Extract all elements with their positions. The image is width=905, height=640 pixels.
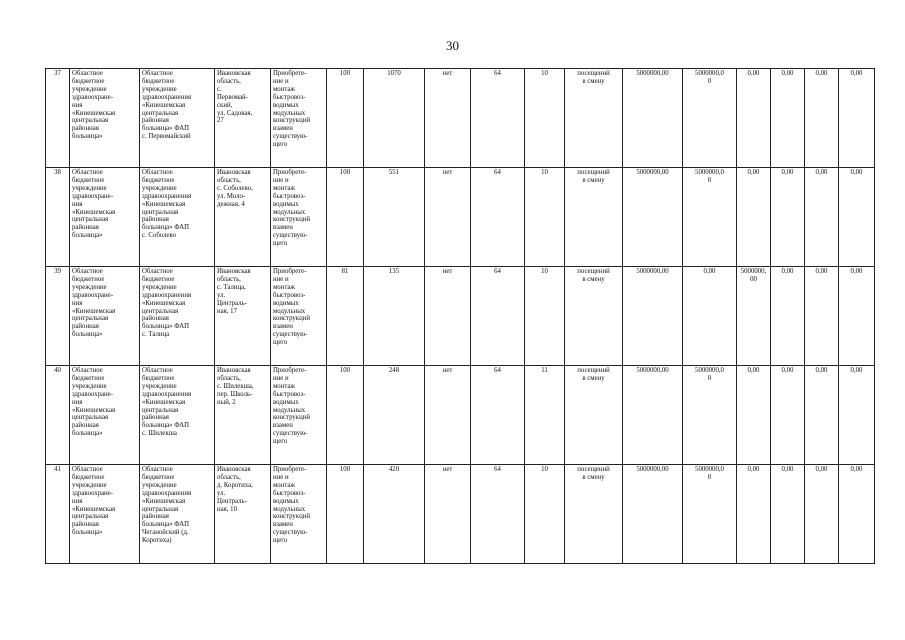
work-type-cell: Приобрете- ние и монтаж быстровоз- водимых модульных конструкций взамен существую- щего bbox=[271, 267, 327, 366]
value-cell: 420 bbox=[364, 465, 425, 564]
object-cell: Областное бюджетное учреждение здравоохранения «Кинешемская центральная районная больница» ФАП с. Первомайский bbox=[140, 69, 215, 168]
work-type-cell: Приобрете- ние и монтаж быстровоз- водимых модульных конструкций взамен существую- щего bbox=[271, 69, 327, 168]
amount-cell: 0,00 bbox=[839, 69, 875, 168]
address-cell: Ивановская область, с. Шилекша, пер. Школь- ный, 2 bbox=[215, 366, 271, 465]
amount-cell: 0,00 bbox=[771, 465, 805, 564]
value-cell: 64 bbox=[471, 465, 525, 564]
table-row bbox=[46, 267, 875, 366]
amount-cell: 0,00 bbox=[805, 366, 839, 465]
row-number: 39 bbox=[46, 267, 70, 366]
amount-cell: 0,00 bbox=[805, 465, 839, 564]
address-cell: Ивановская область, с. Талица, ул. Централь- ная, 17 bbox=[215, 267, 271, 366]
amount-cell: 0,00 bbox=[771, 69, 805, 168]
value-cell: 10 bbox=[525, 168, 565, 267]
value-cell: 10 bbox=[525, 465, 565, 564]
row-number: 37 bbox=[46, 69, 70, 168]
value-cell: нет bbox=[425, 366, 471, 465]
value-cell: 100 bbox=[327, 168, 364, 267]
amount-cell: 0,00 bbox=[771, 168, 805, 267]
owner-cell: Областное бюджетное учреждение здравоохране- ния «Кинешемская центральная районная больница» bbox=[70, 465, 140, 564]
value-cell: 100 bbox=[327, 465, 364, 564]
value-cell: 248 bbox=[364, 366, 425, 465]
amount-cell: 0,00 bbox=[839, 465, 875, 564]
value-cell: 10 bbox=[525, 69, 565, 168]
address-cell: Ивановская область, д. Коротиха, ул. Централь- ная, 10 bbox=[215, 465, 271, 564]
object-cell: Областное бюджетное учреждение здравоохранения «Кинешемская центральная районная больница» ФАП с. Шилекша bbox=[140, 366, 215, 465]
row-number: 41 bbox=[46, 465, 70, 564]
value-cell: 64 bbox=[471, 267, 525, 366]
amount-cell: 0,00 bbox=[771, 366, 805, 465]
address-cell: Ивановская область, с. Соболево, ул. Моло- дежная, 4 bbox=[215, 168, 271, 267]
value-cell: 135 bbox=[364, 267, 425, 366]
unit-cell: посещений в смену bbox=[565, 69, 623, 168]
owner-cell: Областное бюджетное учреждение здравоохране- ния «Кинешемская центральная районная больница» bbox=[70, 366, 140, 465]
amount-cell: 0,00 bbox=[805, 69, 839, 168]
unit-cell: посещений в смену bbox=[565, 465, 623, 564]
work-type-cell: Приобрете- ние и монтаж быстровоз- водимых модульных конструкций взамен существую- щего bbox=[271, 465, 327, 564]
amount-cell: 5000000,00 bbox=[623, 465, 683, 564]
value-cell: 64 bbox=[471, 69, 525, 168]
value-cell: 100 bbox=[327, 69, 364, 168]
unit-cell: посещений в смену bbox=[565, 168, 623, 267]
work-type-cell: Приобрете- ние и монтаж быстровоз- водимых модульных конструкций взамен существую- щего bbox=[271, 168, 327, 267]
owner-cell: Областное бюджетное учреждение здравоохране- ния «Кинешемская центральная районная больница» bbox=[70, 168, 140, 267]
object-cell: Областное бюджетное учреждение здравоохранения «Кинешемская центральная районная больница» ФАП Чеганойский (д. Коротиха) bbox=[140, 465, 215, 564]
amount-cell: 0,00 bbox=[839, 267, 875, 366]
work-type-cell: Приобрете- ние и монтаж быстровоз- водимых модульных конструкций взамен существую- щего bbox=[271, 366, 327, 465]
row-number: 40 bbox=[46, 366, 70, 465]
value-cell: нет bbox=[425, 465, 471, 564]
amount-cell: 5000000,00 bbox=[623, 366, 683, 465]
amount-cell: 5000000,0 0 bbox=[683, 465, 737, 564]
address-cell: Ивановская область, с. Первомай- ский, ул. Садовая, 27 bbox=[215, 69, 271, 168]
amount-cell: 5000000,0 0 bbox=[683, 69, 737, 168]
owner-cell: Областное бюджетное учреждение здравоохране- ния «Кинешемская центральная районная больница» bbox=[70, 69, 140, 168]
amount-cell: 0,00 bbox=[683, 267, 737, 366]
amount-cell: 0,00 bbox=[805, 267, 839, 366]
amount-cell: 5000000,00 bbox=[623, 69, 683, 168]
amount-cell: 5000000,00 bbox=[623, 168, 683, 267]
value-cell: 100 bbox=[327, 366, 364, 465]
amount-cell: 5000000,0 0 bbox=[683, 168, 737, 267]
object-cell: Областное бюджетное учреждение здравоохранения «Кинешемская центральная районная больница» ФАП с. Соболево bbox=[140, 168, 215, 267]
row-number: 38 bbox=[46, 168, 70, 267]
amount-cell: 0,00 bbox=[737, 69, 771, 168]
value-cell: 10 bbox=[525, 267, 565, 366]
value-cell: 64 bbox=[471, 168, 525, 267]
object-cell: Областное бюджетное учреждение здравоохранения «Кинешемская центральная районная больница» ФАП с. Талица bbox=[140, 267, 215, 366]
value-cell: нет bbox=[425, 267, 471, 366]
unit-cell: посещений в смену bbox=[565, 267, 623, 366]
amount-cell: 5000000,0 0 bbox=[683, 366, 737, 465]
owner-cell: Областное бюджетное учреждение здравоохране- ния «Кинешемская центральная районная больница» bbox=[70, 267, 140, 366]
unit-cell: посещений в смену bbox=[565, 366, 623, 465]
value-cell: 551 bbox=[364, 168, 425, 267]
value-cell: 81 bbox=[327, 267, 364, 366]
value-cell: 64 bbox=[471, 366, 525, 465]
value-cell: нет bbox=[425, 168, 471, 267]
page-number: 30 bbox=[446, 38, 459, 53]
value-cell: нет bbox=[425, 69, 471, 168]
amount-cell: 0,00 bbox=[839, 168, 875, 267]
amount-cell: 0,00 bbox=[839, 366, 875, 465]
table-row bbox=[46, 69, 875, 168]
table-row bbox=[46, 465, 875, 564]
value-cell: 11 bbox=[525, 366, 565, 465]
amount-cell: 0,00 bbox=[737, 465, 771, 564]
facilities-table bbox=[45, 68, 875, 564]
table-row bbox=[46, 366, 875, 465]
amount-cell: 0,00 bbox=[805, 168, 839, 267]
amount-cell: 5000000,00 bbox=[623, 267, 683, 366]
value-cell: 1070 bbox=[364, 69, 425, 168]
table-row bbox=[46, 168, 875, 267]
amount-cell: 0,00 bbox=[737, 168, 771, 267]
amount-cell: 5000000, 00 bbox=[737, 267, 771, 366]
amount-cell: 0,00 bbox=[771, 267, 805, 366]
amount-cell: 0,00 bbox=[737, 366, 771, 465]
